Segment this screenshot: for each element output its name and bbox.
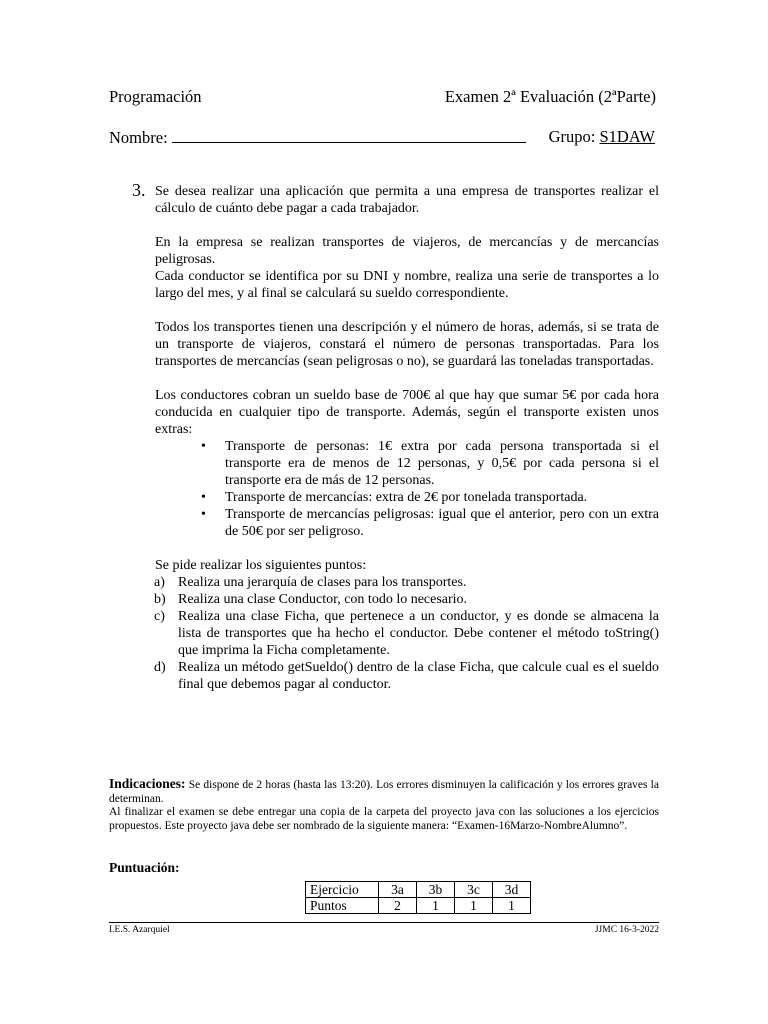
paragraph-salary: Los conductores cobran un sueldo base de 700€ al que hay que sumar 5€ por cada hora conducida en cualquier tipo de transporte. Además, según el transporte existen unos extras: [155,388,659,437]
exam-title: Examen 2ª Evaluación (2ªParte) [444,87,656,106]
table-cell: 3a [379,882,417,898]
question-body [155,183,659,693]
paragraph-driver: Cada conductor se identifica por su DNI y nombre, realiza una serie de transportes a lo largo del mes, y al final se calculará su sueldo correspondiente. [155,269,659,301]
footer-divider [109,922,659,923]
table-cell: 3b [417,882,455,898]
footer-author-date: JJMC 16-3-2022 [594,925,659,935]
tasks-list [154,574,659,693]
score-table [305,881,531,914]
table-row [306,882,531,898]
score-label: Puntuación: [109,860,180,875]
question-number: 3. [132,180,146,200]
name-label: Nombre: [109,128,168,147]
list-item: • Transporte de personas: 1€ extra por cada persona transportada si el transporte era de menos de 12 personas, y 0,5€ por cada persona si el transporte era de más de 12 personas. [201,439,659,488]
extras-list [201,438,659,540]
table-row [306,898,531,914]
group-line [549,127,655,147]
question-intro: Se desea realizar una aplicación que permita a una empresa de transportes realizar el cálculo de cuánto debe pagar a cada trabajador. [155,184,659,216]
indications-label: Indicaciones: [109,776,186,791]
indications-text: Se dispone de 2 horas (hasta las 13:20). Los errores disminuyen la calificación y los errores graves la determinan. [109,779,659,805]
name-blank [172,127,526,143]
paragraph-transport-types: En la empresa se realizan transportes de viajeros, de mercancías y de mercancías peligrosas. [155,235,659,267]
table-cell: 2 [379,898,417,914]
bullet-icon: • [201,439,206,454]
list-item: c) Realiza una clase Ficha, que pertenece a un conductor, y es donde se almacena la lista de transportes que ha hecho el conductor. Debe contener el método toString() que imprima la Ficha completamente. [154,609,659,658]
name-line [109,127,526,148]
list-item: • Transporte de mercancías: extra de 2€ por tonelada transportada. [201,490,588,505]
table-cell: Puntos [306,898,379,914]
list-item: a) Realiza una jerarquía de clases para los transportes. [154,575,467,590]
list-item: d) Realiza un método getSueldo() dentro de la clase Ficha, que calcule cual es el sueldo final que debemos pagar al conductor. [154,660,659,692]
table-cell: Ejercicio [306,882,379,898]
paragraph-transport-fields: Todos los transportes tienen una descripción y el número de horas, además, si se trata de un transporte de viajeros, constará el número de personas transportadas. Para los transportes de mercancías (sean peligrosas o no), se guardará las toneladas transportadas. [155,320,659,369]
table-cell: 1 [417,898,455,914]
table-cell: 3c [455,882,493,898]
subject-title: Programación [109,87,202,106]
group-label: Grupo: [548,127,596,146]
table-cell: 1 [493,898,531,914]
bullet-icon: • [201,490,206,505]
indications [109,777,659,833]
tasks-intro: Se pide realizar los siguientes puntos: [155,558,367,573]
list-item: • Transporte de mercancías peligrosas: igual que el anterior, pero con un extra de 50€ por ser peligroso. [201,507,659,539]
indications-delivery: Al finalizar el examen se debe entregar una copia de la carpeta del proyecto java con las soluciones a los ejercicios propuestos. Este proyecto java debe ser nombrado de la siguiente manera: “Examen-16Marzo-NombreAlumno”. [109,806,659,832]
list-item: b) Realiza una clase Conductor, con todo lo necesario. [154,592,468,607]
footer-school: I.E.S. Azarquiel [109,925,170,935]
table-cell: 1 [455,898,493,914]
table-cell: 3d [493,882,531,898]
group-value: S1DAW [599,127,655,146]
indications-paragraph [109,777,659,806]
bullet-icon: • [201,507,206,522]
